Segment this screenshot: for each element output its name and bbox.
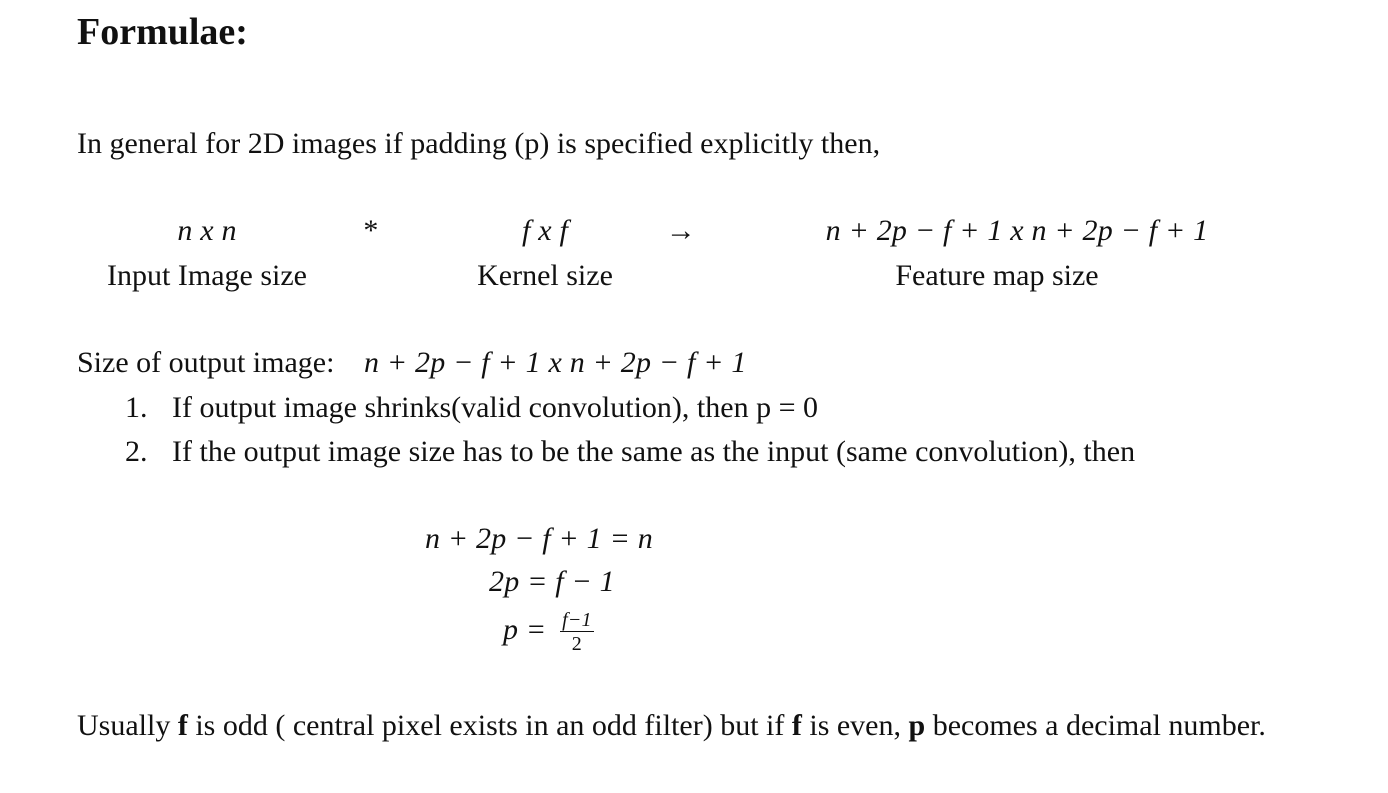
list-item (125, 434, 1135, 478)
fraction-numerator: f−1 (562, 609, 592, 631)
equation-line-1-expression: n + 2p − f + 1 = n (425, 522, 653, 555)
equation-line-1 (425, 521, 653, 557)
kernel-label: Kernel size (477, 259, 613, 292)
equation-line-3 (503, 610, 594, 654)
equation-line-3-left: p = (503, 612, 547, 646)
fraction (560, 610, 594, 654)
note-text: becomes a decimal number. (925, 709, 1266, 742)
list-text: If the output image size has to be the same as the input (same convolution), then (172, 435, 1136, 468)
equation-line-2 (489, 564, 615, 600)
intro-text: In general for 2D images if padding (p) is specified explicitly then, (77, 127, 881, 160)
note-text: is odd ( central pixel exists in an odd filter) but if (187, 709, 792, 742)
fraction-denominator: 2 (571, 633, 582, 655)
conditions-list (125, 390, 1135, 478)
list-number: 2. (125, 435, 148, 468)
arrow-symbol: → (665, 214, 697, 247)
closing-note (77, 703, 1322, 749)
page-title: Formulae: (77, 11, 248, 53)
feature-map-label: Feature map size (895, 259, 1099, 292)
output-size-row (77, 345, 747, 381)
note-text: Usually (77, 709, 178, 742)
input-image-formula (177, 213, 236, 249)
note-text: is even, (801, 709, 909, 742)
note-bold-p: p (908, 709, 926, 742)
note-bold-f: f (177, 709, 188, 742)
output-size-formula: n + 2p − f + 1 x n + 2p − f + 1 (363, 346, 747, 379)
convolution-operator: * (363, 214, 379, 247)
input-image-expression: n x n (177, 214, 237, 247)
feature-map-formula (826, 213, 1209, 249)
note-bold-f: f (791, 709, 802, 742)
list-text: If output image shrinks(valid convolution), then p = 0 (172, 391, 818, 424)
kernel-formula (522, 213, 568, 249)
input-image-label: Input Image size (107, 259, 307, 292)
feature-map-expression: n + 2p − f + 1 x n + 2p − f + 1 (825, 214, 1209, 247)
output-size-expression (364, 346, 747, 379)
output-size-label: Size of output image: (77, 346, 335, 379)
list-item (125, 390, 1135, 434)
list-number: 1. (125, 391, 148, 424)
kernel-expression: f x f (522, 214, 568, 247)
equation-line-2-expression: 2p = f − 1 (489, 565, 615, 598)
